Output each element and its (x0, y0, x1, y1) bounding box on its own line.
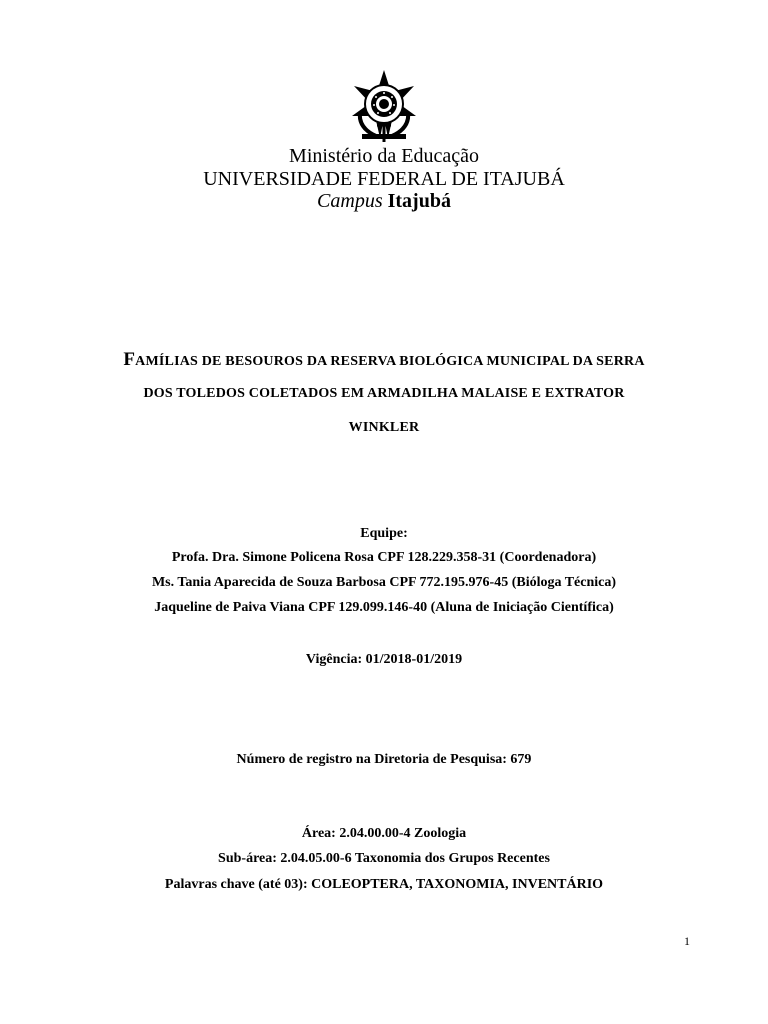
team-member-3: Jaqueline de Paiva Viana CPF 129.099.146-40 (Aluna de Iniciação Científica) (154, 600, 614, 615)
title-line-1-text: AMÍLIAS DE BESOUROS DA RESERVA BIOLÓGICA MUNICIPAL DA SERRA (135, 354, 645, 369)
campus-name: Itajubá (382, 190, 451, 212)
university-heading: UNIVERSIDADE FEDERAL DE ITAJUBÁ (203, 168, 565, 190)
keywords: Palavras chave (até 03): COLEOPTERA, TAXONOMIA, INVENTÁRIO (164, 877, 604, 892)
team-heading: Equipe: (360, 526, 408, 541)
area: Área: 2.04.00.00-4 Zoologia (301, 826, 467, 841)
title-initial: F (123, 349, 136, 370)
vigencia: Vigência: 01/2018-01/2019 (305, 652, 463, 667)
campus-heading (0, 190, 768, 212)
title-line-1 (0, 349, 768, 371)
team-member-2: Ms. Tania Aparecida de Souza Barbosa CPF 772.195.976-45 (Bióloga Técnica) (151, 575, 617, 590)
team-member-1: Profa. Dra. Simone Policena Rosa CPF 128.229.358-31 (Coordenadora) (171, 550, 597, 565)
title-line-2: DOS TOLEDOS COLETADOS EM ARMADILHA MALAISE E EXTRATOR (143, 386, 625, 401)
page-number: 1 (684, 934, 690, 948)
subarea: Sub-área: 2.04.05.00-6 Taxonomia dos Grupos Recentes (218, 851, 550, 866)
ministry-heading: Ministério da Educação (289, 145, 479, 167)
campus-label: Campus (317, 190, 383, 212)
registration-number: Número de registro na Diretoria de Pesquisa: 679 (236, 752, 532, 767)
brazil-coat-of-arms-seal (346, 68, 422, 144)
title-line-3: WINKLER (348, 420, 420, 435)
